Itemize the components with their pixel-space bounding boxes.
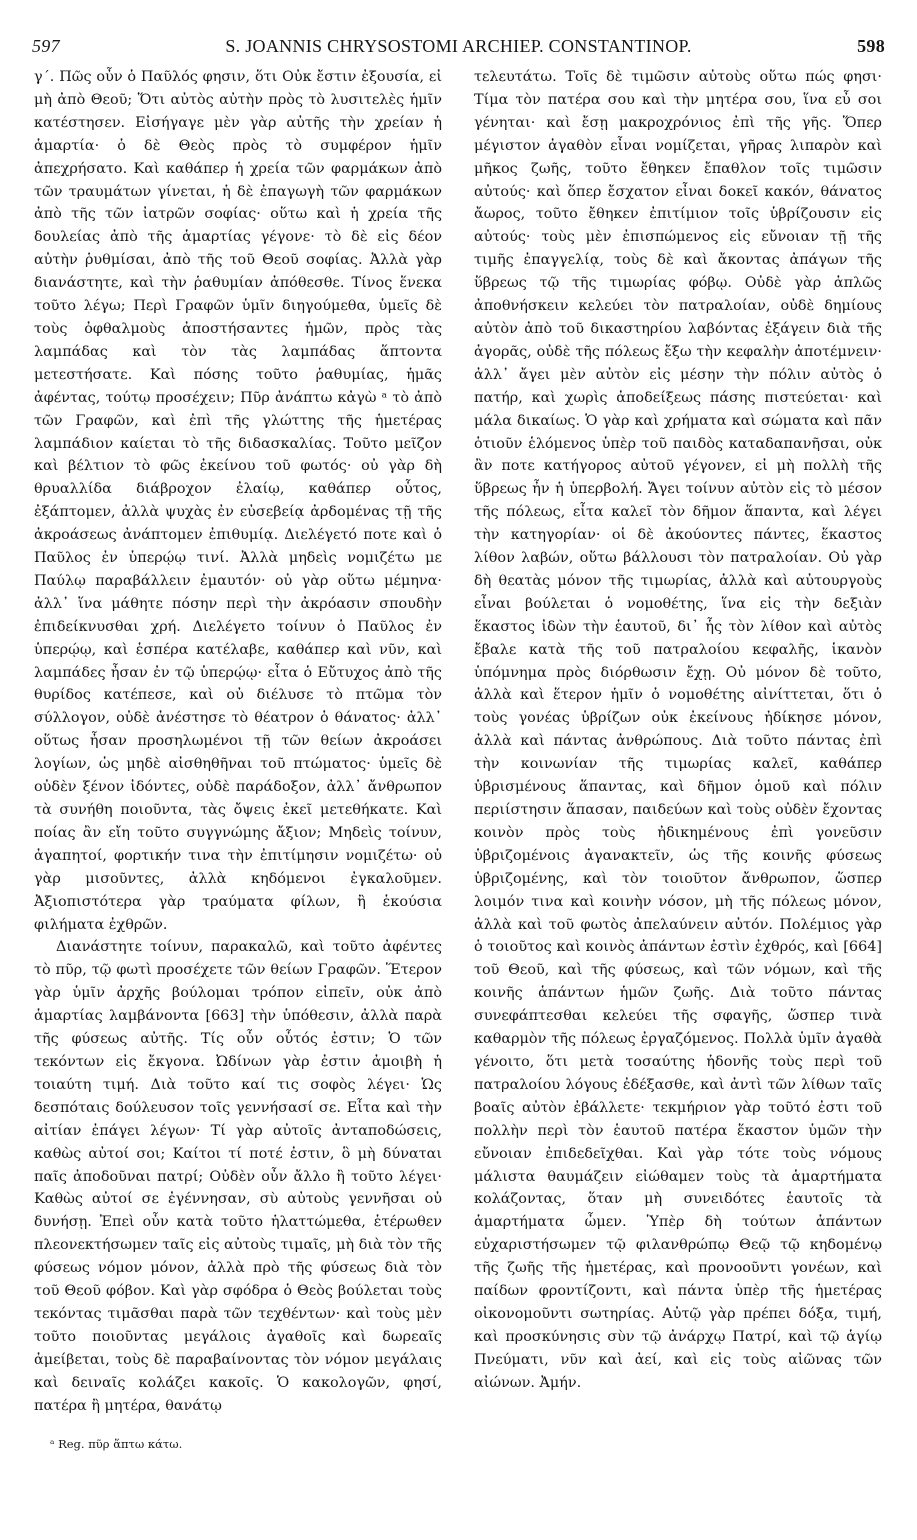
left-paragraph-2: Διανάστητε τοίνυν, παρακαλῶ, καὶ τοῦτο ἀφέντες τὸ πῦρ, τῷ φωτὶ προσέχετε τῶν θείων Γραφῶν. Ἕτερον γὰρ ὑμῖν ἀρχῆς βούλομαι τρόπον εἰπεῖν, οὐκ ἀπὸ ἁμαρτίας λαμβάνοντα [663] τὴν ὑπόθεσιν, ἀλλὰ παρὰ τῆς φύσεως αὐτῆς. Τίς οὖν οὗτός ἐστιν; Ὁ τῶν τεκόντων εἰς ἔκγονα. Ὠδίνων γὰρ ἐστιν ἀμοιβὴ ἡ τοιαύτη τιμή. Διὰ τοῦτο καί τις σοφὸς λέγει· Ὡς δεσπόταις δούλευσον τοῖς γεννήσασί σε. Εἶτα καὶ τὴν αἰτίαν ἐπάγει λέγων· Τί γὰρ αὐτοῖς ἀνταποδώσεις, καθὼς αὐτοί σοι; Καίτοι τί ποτέ ἐστιν, ὃ μὴ δύναται παῖς ἀποδοῦναι πατρί; Οὐδὲν οὖν ἄλλο ἢ τοῦτο λέγει· Καθὼς αὐτοί σε ἐγέννησαν, σὺ αὐτοὺς γεννῆσαι οὐ δυνήσῃ. Ἐπεὶ οὖν κατὰ τοῦτο ἡλαττώμεθα, ἑτέρωθεν πλεονεκτήσωμεν ταῖς εἰς αὐτοὺς τιμαῖς, μὴ διὰ τὸν τῆς φύσεως νόμον μόνον, ἀλλὰ πρὸ τῆς φύσεως διὰ τὸν τοῦ Θεοῦ φόβον. Καὶ γὰρ σφόδρα ὁ Θεὸς βούλεται τοὺς τεκόντας τιμᾶσθαι παρὰ τῶν τεχθέντων· καὶ τοὺς μὲν τοῦτο ποιοῦντας μεγάλοις ἀγαθοῖς καὶ δωρεαῖς ἀμείβεται, τοὺς δὲ παραβαίνοντας τὸν νόμον μεγάλαις καὶ δειναῖς κολάζει κακοῖς. Ὁ κακολογῶν, φησί, πατέρα ἢ μητέρα, θανάτῳ: [34, 939, 442, 1414]
running-title: S. JOANNIS CHRYSOSTOMI ARCHIEP. CONSTANTINOP.: [225, 36, 692, 56]
page-number-right: 598: [857, 36, 885, 56]
page-number-left: 597: [32, 36, 60, 56]
left-paragraph-1: γ΄. Πῶς οὖν ὁ Παῦλός φησιν, ὅτι Οὐκ ἔστιν ἐξουσία, εἰ μὴ ἀπὸ Θεοῦ; Ὅτι αὐτὸς αὐτὴν πρὸς τὸ λυσιτελὲς ἡμῖν κατέστησεν. Εἰσήγαγε μὲν γὰρ αὐτῆς τὴν χρείαν ἡ ἁμαρτία· ὁ δὲ Θεὸς πρὸς τὸ συμφέρον ἡμῖν ἀπεχρήσατο. Καὶ καθάπερ ἡ χρεία τῶν φαρμάκων ἀπὸ τῶν τραυμάτων γίνεται, ἡ δὲ ἐπαγωγὴ τῶν φαρμάκων ἀπὸ τῆς τῶν ἰατρῶν σοφίας· οὕτω καὶ ἡ χρεία τῆς δουλείας ἀπὸ τῆς ἁμαρτίας γέγονε· τὸ δὲ εἰς δέον αὐτὴν ῥυθμίσαι, ἀπὸ τῆς τοῦ Θεοῦ σοφίας. Ἀλλὰ γὰρ διανάστητε, καὶ τὴν ῥαθυμίαν ἀπόθεσθε. Τίνος ἕνεκα τοῦτο λέγω; Περὶ Γραφῶν ὑμῖν διηγούμεθα, ὑμεῖς δὲ τοὺς ὀφθαλμοὺς ἀποστήσαντες ἡμῶν, πρὸς τὰς λαμπάδας καὶ τὸν τὰς λαμπάδας ἅπτοντα μετεστήσατε. Καὶ πόσης τοῦτο ῥαθυμίας, ἡμᾶς ἀφέντας, τούτῳ προσέχειν; Πῦρ ἀνάπτω κἀγὼ ᵃ τὸ ἀπὸ τῶν Γραφῶν, καὶ ἐπὶ τῆς γλώττης τῆς ἡμετέρας λαμπάδιον καίεται τὸ τῆς διδασκαλίας. Τοῦτο μεῖζον καὶ βέλτιον τὸ φῶς ἐκείνου τοῦ φωτός· οὐ γὰρ δὴ θρυαλλίδα διάβροχον ἐλαίῳ, καθάπερ οὗτος, ἐξάπτομεν, ἀλλὰ ψυχὰς ἐν εὐσεβείᾳ ἀρδομένας τῇ τῆς ἀκροάσεως ἀνάπτομεν ἐπιθυμίᾳ. Διελέγετό ποτε καὶ ὁ Παῦλος ἐν ὑπερῴῳ τινί. Ἀλλὰ μηδεὶς νομιζέτω με Παύλῳ παραβάλλειν ἐμαυτόν· οὐ γὰρ οὕτω μέμηνα· ἀλλ᾽ ἵνα μάθητε πόσην περὶ τὴν ἀκρόασιν σπουδὴν ἐπιδείκνυσθαι χρή. Διελέγετο τοίνυν ὁ Παῦλος ἐν ὑπερῴῳ, καὶ ἑσπέρα κατέλαβε, καθάπερ καὶ νῦν, καὶ λαμπάδες ἦσαν ἐν τῷ ὑπερῴῳ· εἶτα ὁ Εὔτυχος ἀπὸ τῆς θυρίδος κατέπεσε, καὶ οὐ διέλυσε τὸ πτῶμα τὸν σύλλογον, οὐδὲ ἀνέστησε τὸ θέατρον ὁ θάνατος· ἀλλ᾽ οὕτως ἦσαν προσηλωμένοι τῇ τῶν θείων ἀκροάσει λογίων, ὡς μηδὲ αἰσθηθῆναι τοῦ πτώματος· ὑμεῖς δὲ οὐδὲν ξένον ἰδόντες, οὐδὲ παράδοξον, ἀλλ᾽ ἄνθρωπον τὰ συνήθη ποιοῦντα, τὰς ὄψεις ἐκεῖ μετεθήκατε. Καὶ ποίας ἂν εἴη τοῦτο συγγνώμης ἄξιον; Μηδεὶς τοίνυν, ἀγαπητοί, φορτικήν τινα τὴν ἐπιτίμησιν νομιζέτω· οὐ γὰρ μισοῦντες, ἀλλὰ κηδόμενοι ἐγκαλοῦμεν. Ἀξιοπιστότερα γὰρ τραύματα φίλων, ἢ ἑκούσια φιλήματα ἐχθρῶν.: [34, 69, 442, 933]
right-column: [474, 66, 882, 1395]
page-header: [32, 36, 885, 60]
left-column: [34, 66, 442, 1417]
footnote: ᵃ Reg. πῦρ ἅπτω κάτω.: [50, 1437, 183, 1451]
right-paragraph-1: τελευτάτω. Τοῖς δὲ τιμῶσιν αὐτοὺς οὕτω πώς φησι· Τίμα τὸν πατέρα σου καὶ τὴν μητέρα σου, ἵνα εὖ σοι γένηται· καὶ ἔσῃ μακροχρόνιος ἐπὶ τῆς γῆς. Ὅπερ μέγιστον ἀγαθὸν εἶναι νομίζεται, γῆρας λιπαρὸν καὶ μῆκος ζωῆς, τοῦτο ἔθηκεν ἔπαθλον τοῖς τιμῶσιν αὐτούς· καὶ ὅπερ ἔσχατον εἶναι δοκεῖ κακόν, θάνατος ἄωρος, τοῦτο ἔθηκεν ἐπιτίμιον τοῖς ὑβρίζουσιν εἰς αὐτούς· τοὺς μὲν ἐπισπώμενος εἰς εὔνοιαν τῇ τῆς τιμῆς ἐπαγγελίᾳ, τοὺς δὲ καὶ ἄκοντας ἀπάγων τῆς ὕβρεως τῷ τῆς τιμωρίας φόβῳ. Οὐδὲ γὰρ ἁπλῶς ἀποθνήσκειν κελεύει τὸν πατραλοίαν, οὐδὲ δημίους αὐτὸν ἀπὸ τοῦ δικαστηρίου λαβόντας ἐξάγειν διὰ τῆς ἀγορᾶς, οὐδὲ τῆς πόλεως ἔξω τὴν κεφαλὴν ἀποτέμνειν· ἀλλ᾽ ἄγει μὲν αὐτὸν εἰς μέσην τὴν πόλιν αὐτὸς ὁ πατήρ, καὶ χωρὶς ἀποδείξεως πάσης πιστεύεται· καὶ μάλα δικαίως. Ὁ γὰρ καὶ χρήματα καὶ σώματα καὶ πᾶν ὁτιοῦν ἑλόμενος ὑπὲρ τοῦ παιδὸς καταδαπανῆσαι, οὐκ ἂν ποτε κατήγορος αὐτοῦ γέγονεν, εἰ μὴ πολλὴ τῆς ὕβρεως ἦν ἡ ὑπερβολή. Ἄγει τοίνυν αὐτὸν εἰς τὸ μέσον τῆς πόλεως, εἶτα καλεῖ τὸν δῆμον ἅπαντα, καὶ λέγει τὴν κατηγορίαν· οἱ δὲ ἀκούοντες πάντες, ἕκαστος λίθον λαβών, οὕτω βάλλουσι τὸν πατραλοίαν. Οὐ γὰρ δὴ θεατὰς μόνον τῆς τιμωρίας, ἀλλὰ καὶ αὐτουργοὺς εἶναι βούλεται ὁ νομοθέτης, ἵνα εἰς τὴν δεξιὰν ἕκαστος ἰδὼν τὴν ἑαυτοῦ, δι᾽ ἧς τὸν λίθον καὶ αὐτὸς ἔβαλε κατὰ τῆς τοῦ πατραλοίου κεφαλῆς, ἱκανὸν ὑπόμνημα πρὸς διόρθωσιν ἔχῃ. Οὐ μόνον δὲ τοῦτο, ἀλλὰ καὶ ἕτερον ἡμῖν ὁ νομοθέτης αἰνίττεται, ὅτι ὁ τοὺς γονέας ὑβρίζων οὐκ ἐκείνους ἠδίκησε μόνον, ἀλλὰ καὶ πάντας ἀνθρώπους. Διὰ τοῦτο πάντας ἐπὶ τὴν κοινωνίαν τῆς τιμωρίας καλεῖ, καθάπερ ὑβρισμένους ἅπαντας, καὶ δῆμον ὁμοῦ καὶ πόλιν περιίστησιν ἅπασαν, παιδεύων καὶ τοὺς οὐδὲν ἔχοντας κοινὸν πρὸς τοὺς ἠδικημένους ἐπὶ γονεῦσιν ὑβριζομένοις ἀγανακτεῖν, ὡς τῆς κοινῆς φύσεως ὑβριζομένης, καὶ τὸν τοιοῦτον ἄνθρωπον, ὥσπερ λοιμόν τινα καὶ κοινὴν νόσον, μὴ τῆς πόλεως μόνον, ἀλλὰ καὶ τοῦ φωτὸς ἀπελαύνειν αὐτόν. Πολέμιος γὰρ ὁ τοιοῦτος καὶ κοινὸς ἁπάντων ἐστὶν ἐχθρός, καὶ [664] τοῦ Θεοῦ, καὶ τῆς φύσεως, καὶ τῶν νόμων, καὶ τῆς κοινῆς ἁπάντων ἡμῶν ζωῆς. Διὰ τοῦτο πάντας συνεφάπτεσθαι κελεύει τῆς σφαγῆς, ὥσπερ τινὰ καθαρμὸν τῆς πόλεως ἐργαζόμενος. Πολλὰ ὑμῖν ἀγαθὰ γένοιτο, ὅτι μετὰ τοσαύτης ἡδονῆς τοὺς περὶ τοῦ πατραλοίου λόγους ἐδέξασθε, καὶ ἀντὶ τῶν λίθων ταῖς βοαῖς αὐτὸν ἐβάλλετε· τεκμήριον γὰρ τοῦτό ἐστι τοῦ πολλὴν περὶ τὸν ἑαυτοῦ πατέρα ἕκαστον ὑμῶν τὴν εὔνοιαν ἐπιδεδεῖχθαι. Καὶ γὰρ τότε τοὺς νόμους μάλιστα θαυμάζειν εἰώθαμεν τοὺς τὰ ἁμαρτήματα κολάζοντας, ὅταν μὴ συνειδότες ἑαυτοῖς τὰ ἁμαρτήματα ὦμεν. Ὑπὲρ δὴ τούτων ἁπάντων εὐχαριστήσωμεν τῷ φιλανθρώπῳ Θεῷ τῷ κηδομένῳ τῆς ζωῆς τῆς ἡμετέρας, καὶ προνοοῦντι γονέων, καὶ παίδων φροντίζοντι, καὶ πάντα ὑπὲρ τῆς ἡμετέρας οἰκονομοῦντι σωτηρίας. Αὐτῷ γὰρ πρέπει δόξα, τιμή, καὶ προσκύνησις σὺν τῷ ἀνάρχῳ Πατρί, καὶ τῷ ἁγίῳ Πνεύματι, νῦν καὶ ἀεί, καὶ εἰς τοὺς αἰῶνας τῶν αἰώνων. Ἀμήν.: [474, 69, 882, 1391]
